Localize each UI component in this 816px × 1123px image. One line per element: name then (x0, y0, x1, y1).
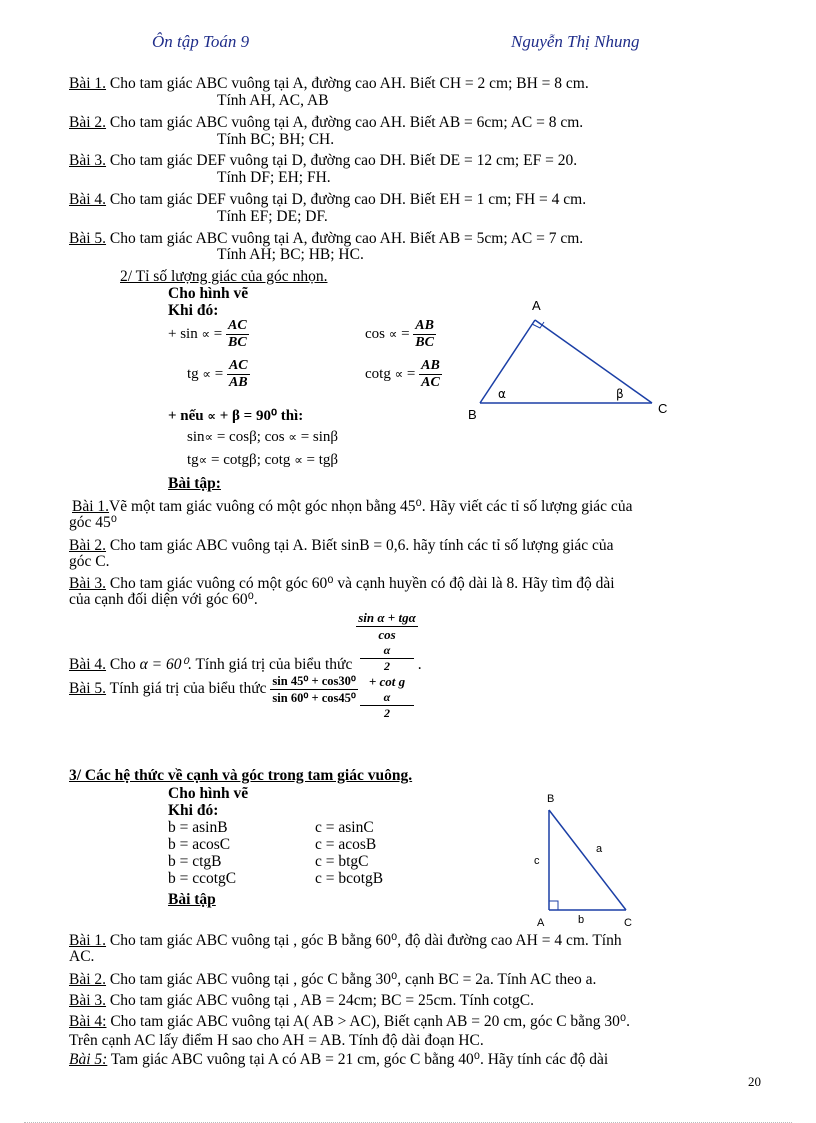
given-label: Cho hình vẽ (168, 785, 249, 802)
exercise-cont: góc 45⁰ (69, 514, 117, 531)
exercise: Bài 3. Cho tam giác DEF vuông tại D, đường cao DH. Biết DE = 12 cm; EF = 20. (69, 152, 578, 169)
exercise-title: Bài tập: (168, 475, 221, 492)
exercise-title: Bài tập (168, 891, 216, 908)
exercise: Bài 2. Cho tam giác ABC vuông tại , góc C bằng 30⁰, cạnh BC = 2a. Tính AC theo a. (69, 971, 597, 988)
relation-row: b = ctgB (168, 853, 222, 870)
triangle-figure-1 (460, 295, 680, 425)
vertex-c: C (658, 401, 668, 416)
exercise-cont: góc C. (69, 553, 110, 570)
exercise-4: Bài 4. Cho α = 60⁰. Tính giá trị của biểu thức sin α + tgα cos α 2 + cot g α 2 . (69, 610, 422, 720)
vertex-b: B (547, 793, 555, 805)
exercise: Bài 4. Cho tam giác DEF vuông tại D, đường cao DH. Biết EH = 1 cm; FH = 4 cm. (69, 191, 587, 208)
vertex-c: C (624, 917, 632, 929)
header-right: Nguyễn Thị Nhung (511, 32, 640, 51)
relation-row: b = asinB (168, 819, 228, 836)
exercise-sub: Tính BC; BH; CH. (217, 131, 335, 148)
right-angle-mark (549, 901, 558, 910)
relation-sin-cos: sin∝ = cosβ; cos ∝ = sinβ (187, 429, 339, 445)
exercise: Bài 1. Cho tam giác ABC vuông tại , góc B bằng 60⁰, độ dài đường cao AH = 4 cm. Tính (69, 932, 622, 949)
header-left: Ôn tập Toán 9 (152, 32, 250, 51)
exercise-sub: Tính AH; BC; HB; HC. (217, 246, 364, 263)
vertex-a: A (532, 298, 541, 313)
side-label-a: a (596, 843, 603, 855)
exercise: Bài 5: Tam giác ABC vuông tại A có AB = 21 cm, góc C bằng 40⁰. Hãy tính các độ dài (69, 1051, 609, 1068)
cos-formula: cos ∝ = $\frac{AB}{BC}$ (365, 318, 434, 350)
exercise: Bài 2. Cho tam giác ABC vuông tại A, đường cao AH. Biết AB = 6cm; AC = 8 cm. (69, 114, 584, 131)
exercise-sub: Tính EF; DE; DF. (217, 208, 328, 225)
section-2-title: 2/ Tỉ số lượng giác của góc nhọn. (120, 268, 328, 285)
exercise-5: Bài 5. Tính giá trị của biểu thức $\frac{\text{sin 45⁰ + cos30⁰}}{\text{sin 60⁰ + cos45⁰}}$ (69, 674, 356, 705)
section-3-title: 3/ Các hệ thức về cạnh và góc trong tam giác vuông. (69, 767, 413, 784)
complement-condition: + nếu ∝ + β = 90⁰ thì: (168, 408, 304, 424)
relation-row: c = bcotgB (315, 870, 384, 887)
relation-row: c = acosB (315, 836, 377, 853)
expression-fraction: sin α + tgα cos α 2 + cot g α 2 (358, 610, 416, 720)
sin-fraction: $\frac{AC}{BC}$ (228, 318, 247, 350)
then-label: Khi đó: (168, 302, 219, 319)
relation-row: c = asinC (315, 819, 374, 836)
exercise-cont: Trên cạnh AC lấy điểm H sao cho AH = AB. Tính độ dài đoạn HC. (69, 1032, 484, 1049)
exercise: Bài 4: Cho tam giác ABC vuông tại A( AB > AC), Biết cạnh AB = 20 cm, góc C bằng 30⁰. (69, 1013, 631, 1030)
side-ac (535, 320, 652, 403)
cos-fraction: $\frac{AB}{BC}$ (415, 318, 434, 350)
page-number: 20 (748, 1074, 761, 1089)
cotg-fraction: $\frac{AB}{AC}$ (421, 358, 440, 390)
angle-beta: β (616, 387, 624, 401)
exercise-cont: AC. (69, 948, 95, 965)
triangle-figure-2 (528, 788, 648, 933)
tg-fraction: $\frac{AC}{AB}$ (228, 358, 248, 390)
relation-row: b = acosC (168, 836, 231, 853)
sin-formula: + sin ∝ = $\frac{AC}{BC}$ (168, 318, 247, 350)
given-label: Cho hình vẽ (168, 285, 249, 302)
exercise-sub: Tính AH, AC, AB (217, 92, 329, 109)
exercise: Bài 1. Cho tam giác ABC vuông tại A, đường cao AH. Biết CH = 2 cm; BH = 8 cm. (69, 75, 589, 92)
angle-alpha: α (498, 387, 506, 401)
tg-formula: tg ∝ = $\frac{AC}{AB}$ (187, 358, 248, 390)
side-a (549, 810, 626, 910)
side-label-b: b (578, 914, 585, 926)
side-label-c: c (534, 855, 540, 867)
then-label: Khi đó: (168, 802, 219, 819)
exercise: Bài 3. Cho tam giác ABC vuông tại , AB = 24cm; BC = 25cm. Tính cotgC. (69, 992, 534, 1009)
exercise: Bài 1.Vẽ một tam giác vuông có một góc nhọn bằng 45⁰. Hãy viết các tỉ số lượng giác của (72, 498, 633, 515)
vertex-a: A (537, 917, 545, 929)
side-ab (480, 320, 535, 403)
exercise: Bài 5. Cho tam giác ABC vuông tại A, đường cao AH. Biết AB = 5cm; AC = 7 cm. (69, 230, 584, 247)
exercise: Bài 2. Cho tam giác ABC vuông tại A. Biết sinB = 0,6. hãy tính các tỉ số lượng giác của (69, 537, 614, 554)
exercise-cont: của cạnh đối diện với góc 60⁰. (69, 591, 258, 608)
cotg-formula: cotg ∝ = $\frac{AB}{AC}$ (365, 358, 440, 390)
exercise: Bài 3. Cho tam giác vuông có một góc 60⁰ và cạnh huyền có độ dài là 8. Hãy tìm độ dài (69, 575, 615, 592)
relation-tg-cotg: tg∝ = cotgβ; cotg ∝ = tgβ (187, 452, 339, 468)
relation-row: c = btgC (315, 853, 369, 870)
exercise-sub: Tính DF; EH; FH. (217, 169, 331, 186)
relation-row: b = ccotgC (168, 870, 237, 887)
expression-fraction: $\frac{\text{sin 45⁰ + cos30⁰}}{\text{sin 60⁰ + cos45⁰}}$ (272, 674, 356, 705)
vertex-b: B (468, 407, 477, 422)
